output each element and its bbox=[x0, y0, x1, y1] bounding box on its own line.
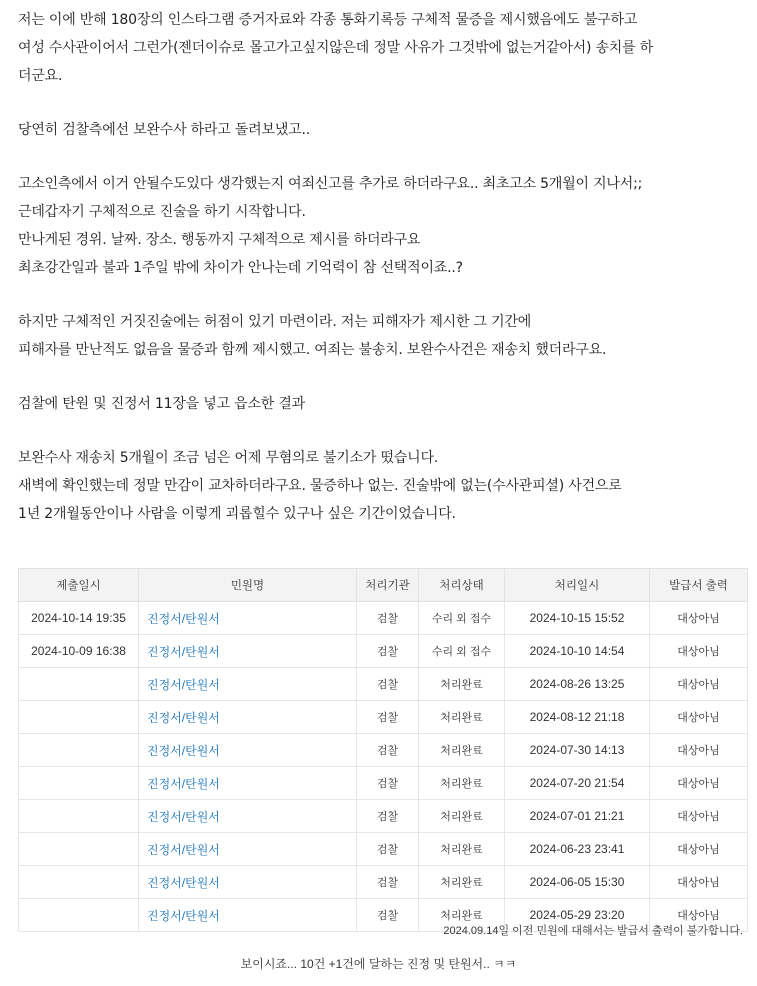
cell-agency: 검찰 bbox=[357, 668, 419, 701]
certificate-notice: 2024.09.14일 이전 민원에 대해서는 발급서 출력이 불가합니다. bbox=[443, 925, 743, 937]
post-line: 1년 2개월동안이나 사람을 이렇게 괴롭힐수 있구나 싶은 기간이었습니다. bbox=[18, 506, 456, 522]
cell-processed-date: 2024-07-01 21:21 bbox=[505, 800, 650, 833]
complaint-link[interactable]: 진정서/탄원서 bbox=[147, 644, 220, 659]
cell-status: 수리 외 접수 bbox=[419, 635, 505, 668]
cell-agency: 검찰 bbox=[357, 833, 419, 866]
table-body bbox=[19, 602, 748, 932]
cell-agency: 검찰 bbox=[357, 635, 419, 668]
complaint-link[interactable]: 진정서/탄원서 bbox=[147, 842, 220, 857]
cell-complaint-name bbox=[139, 899, 357, 932]
header-submit-date: 제출일시 bbox=[19, 569, 139, 602]
cell-complaint-name bbox=[139, 602, 357, 635]
cell-submit-date bbox=[19, 734, 139, 767]
post-line: 더군요. bbox=[18, 68, 63, 84]
closing-caption: 보이시죠... 10건 +1건에 달하는 진정 및 탄원서.. ㅋㅋ bbox=[240, 957, 517, 971]
cell-processed-date: 2024-08-12 21:18 bbox=[505, 701, 650, 734]
cell-status: 처리완료 bbox=[419, 734, 505, 767]
post-line: 피해자를 만난적도 없음을 물증과 함께 제시했고. 여죄는 불송치. 보완수사건은 재송치 했더라구요. bbox=[18, 342, 607, 358]
cell-agency: 검찰 bbox=[357, 734, 419, 767]
post-paragraph bbox=[18, 444, 748, 528]
post-paragraph bbox=[18, 170, 748, 282]
post-line: 고소인측에서 이거 안될수도있다 생각했는지 여죄신고를 추가로 하더라구요.. 최초고소 5개월이 지나서;; bbox=[18, 176, 643, 192]
cell-status: 처리완료 bbox=[419, 767, 505, 800]
cell-status: 처리완료 bbox=[419, 899, 505, 932]
table-row bbox=[19, 833, 748, 866]
cell-complaint-name bbox=[139, 635, 357, 668]
cell-agency: 검찰 bbox=[357, 701, 419, 734]
complaint-link[interactable]: 진정서/탄원서 bbox=[147, 743, 220, 758]
cell-certificate-print: 대상아님 bbox=[650, 635, 748, 668]
complaint-link[interactable]: 진정서/탄원서 bbox=[147, 710, 220, 725]
post-paragraph bbox=[18, 6, 748, 90]
cell-complaint-name bbox=[139, 767, 357, 800]
cell-complaint-name bbox=[139, 734, 357, 767]
table-row bbox=[19, 734, 748, 767]
cell-processed-date: 2024-10-10 14:54 bbox=[505, 635, 650, 668]
cell-status: 수리 외 접수 bbox=[419, 602, 505, 635]
cell-certificate-print: 대상아님 bbox=[650, 701, 748, 734]
cell-status: 처리완료 bbox=[419, 800, 505, 833]
cell-agency: 검찰 bbox=[357, 767, 419, 800]
cell-processed-date: 2024-07-20 21:54 bbox=[505, 767, 650, 800]
complaint-history-table bbox=[18, 568, 748, 932]
post-line: 보완수사 재송치 5개월이 조금 넘은 어제 무혐의로 불기소가 떴습니다. bbox=[18, 450, 439, 466]
header-agency: 처리기관 bbox=[357, 569, 419, 602]
post-paragraph bbox=[18, 116, 748, 144]
header-complaint-name: 민원명 bbox=[139, 569, 357, 602]
complaint-table-wrapper bbox=[18, 568, 747, 932]
cell-status: 처리완료 bbox=[419, 866, 505, 899]
post-line: 여성 수사관이어서 그런가(젠더이슈로 몰고가고싶지않은데 정말 사유가 그것밖에 없는거같아서) 송치를 하 bbox=[18, 40, 654, 56]
table-row bbox=[19, 701, 748, 734]
cell-status: 처리완료 bbox=[419, 668, 505, 701]
header-processed-date: 처리일시 bbox=[505, 569, 650, 602]
cell-certificate-print: 대상아님 bbox=[650, 734, 748, 767]
cell-agency: 검찰 bbox=[357, 899, 419, 932]
cell-complaint-name bbox=[139, 668, 357, 701]
cell-agency: 검찰 bbox=[357, 866, 419, 899]
complaint-link[interactable]: 진정서/탄원서 bbox=[147, 908, 220, 923]
post-line: 새벽에 확인했는데 정말 만감이 교차하더라구요. 물증하나 없는. 진술밖에 없는(수사관피셜) 사건으로 bbox=[18, 478, 622, 494]
post-line: 최초강간일과 불과 1주일 밖에 차이가 안나는데 기억력이 참 선택적이죠..? bbox=[18, 260, 463, 276]
post-line: 검찰에 탄원 및 진정서 11장을 넣고 읍소한 결과 bbox=[18, 396, 305, 412]
cell-processed-date: 2024-08-26 13:25 bbox=[505, 668, 650, 701]
complaint-link[interactable]: 진정서/탄원서 bbox=[147, 875, 220, 890]
cell-status: 처리완료 bbox=[419, 833, 505, 866]
post-line: 근데갑자기 구체적으로 진술을 하기 시작합니다. bbox=[18, 204, 306, 220]
complaint-link[interactable]: 진정서/탄원서 bbox=[147, 611, 220, 626]
cell-submit-date: 2024-10-14 19:35 bbox=[19, 602, 139, 635]
header-certificate-print: 발급서 출력 bbox=[650, 569, 748, 602]
table-header-row bbox=[19, 569, 748, 602]
cell-processed-date: 2024-10-15 15:52 bbox=[505, 602, 650, 635]
post-body bbox=[18, 6, 748, 554]
cell-agency: 검찰 bbox=[357, 602, 419, 635]
cell-certificate-print: 대상아님 bbox=[650, 800, 748, 833]
table-row bbox=[19, 602, 748, 635]
cell-submit-date bbox=[19, 701, 139, 734]
post-line: 만나게된 경위. 날짜. 장소. 행동까지 구체적으로 제시를 하더라구요 bbox=[18, 232, 421, 248]
table-row bbox=[19, 767, 748, 800]
post-paragraph bbox=[18, 390, 748, 418]
cell-submit-date bbox=[19, 800, 139, 833]
cell-complaint-name bbox=[139, 800, 357, 833]
post-line: 저는 이에 반해 180장의 인스타그램 증거자료와 각종 통화기록등 구체적 물증을 제시했음에도 불구하고 bbox=[18, 12, 638, 28]
cell-status: 처리완료 bbox=[419, 701, 505, 734]
complaint-link[interactable]: 진정서/탄원서 bbox=[147, 809, 220, 824]
cell-processed-date: 2024-06-05 15:30 bbox=[505, 866, 650, 899]
complaint-link[interactable]: 진정서/탄원서 bbox=[147, 677, 220, 692]
table-row bbox=[19, 866, 748, 899]
cell-submit-date bbox=[19, 866, 139, 899]
cell-certificate-print: 대상아님 bbox=[650, 899, 748, 932]
cell-processed-date: 2024-07-30 14:13 bbox=[505, 734, 650, 767]
cell-complaint-name bbox=[139, 833, 357, 866]
cell-agency: 검찰 bbox=[357, 800, 419, 833]
table-row bbox=[19, 635, 748, 668]
cell-complaint-name bbox=[139, 701, 357, 734]
cell-certificate-print: 대상아님 bbox=[650, 602, 748, 635]
cell-certificate-print: 대상아님 bbox=[650, 668, 748, 701]
post-line: 하지만 구체적인 거짓진술에는 허점이 있기 마련이라. 저는 피해자가 제시한 그 기간에 bbox=[18, 314, 532, 330]
header-status: 처리상태 bbox=[419, 569, 505, 602]
cell-certificate-print: 대상아님 bbox=[650, 866, 748, 899]
cell-submit-date bbox=[19, 833, 139, 866]
cell-complaint-name bbox=[139, 866, 357, 899]
cell-submit-date: 2024-10-09 16:38 bbox=[19, 635, 139, 668]
cell-submit-date bbox=[19, 899, 139, 932]
post-paragraph bbox=[18, 308, 748, 364]
cell-submit-date bbox=[19, 668, 139, 701]
complaint-link[interactable]: 진정서/탄원서 bbox=[147, 776, 220, 791]
cell-processed-date: 2024-06-23 23:41 bbox=[505, 833, 650, 866]
cell-certificate-print: 대상아님 bbox=[650, 767, 748, 800]
cell-certificate-print: 대상아님 bbox=[650, 833, 748, 866]
cell-processed-date: 2024-05-29 23:20 bbox=[505, 899, 650, 932]
post-line: 당연히 검찰측에선 보완수사 하라고 돌려보냈고.. bbox=[18, 122, 310, 138]
table-row bbox=[19, 668, 748, 701]
cell-submit-date bbox=[19, 767, 139, 800]
table-row bbox=[19, 800, 748, 833]
